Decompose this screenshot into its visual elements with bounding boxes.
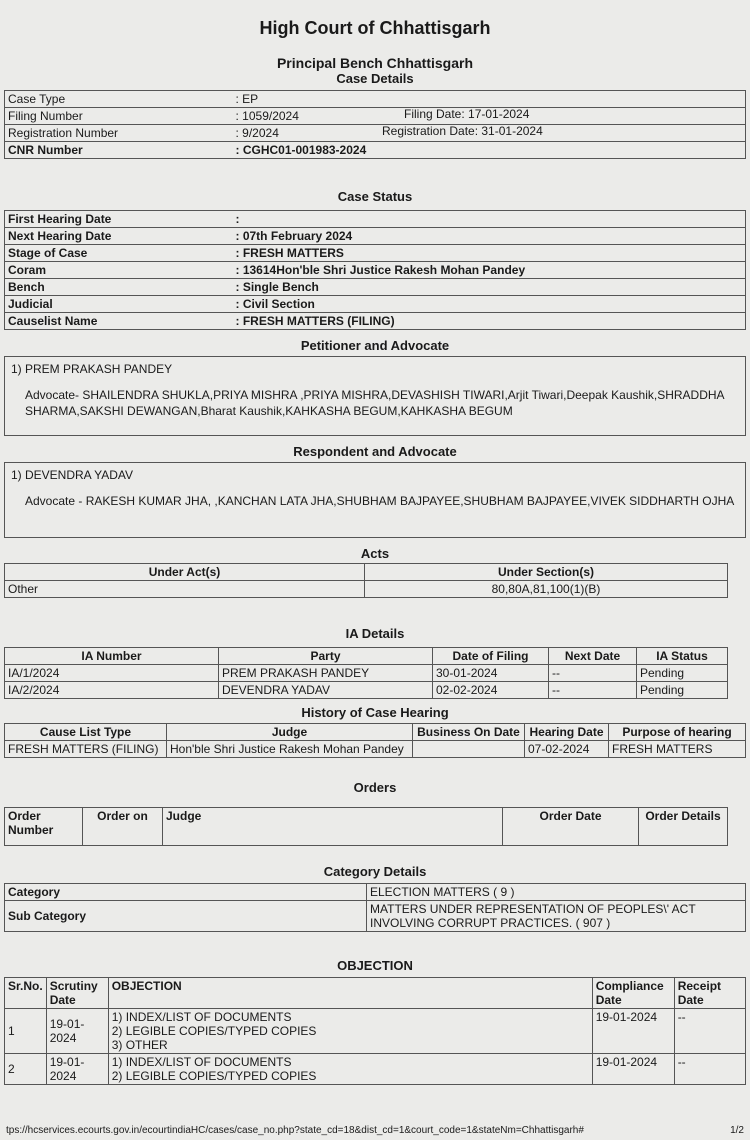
ia-header-cell: IA Status: [637, 648, 728, 665]
objection-item: 1) INDEX/LIST OF DOCUMENTS: [111, 1055, 292, 1069]
history-header-cell: Business On Date: [413, 724, 525, 741]
ia-title: IA Details: [345, 626, 405, 641]
category-label: Category: [5, 884, 367, 901]
orders-header-details: Order Details: [639, 808, 728, 846]
objection-item: 3) OTHER: [111, 1038, 168, 1052]
ia-row: [5, 665, 728, 682]
acts-title: Acts: [360, 546, 390, 561]
petitioner-box: [4, 356, 746, 436]
objection-scrutiny-date: 19-01-2024: [46, 1009, 108, 1054]
objection-header-cell: OBJECTION: [108, 978, 592, 1009]
filing-date: Filing Date: 17-01-2024: [404, 107, 530, 121]
objection-compliance-date: 19-01-2024: [592, 1054, 674, 1085]
filing-number-label: Filing Number: [5, 108, 233, 125]
petitioner-name: 1) PREM PRAKASH PANDEY: [11, 362, 173, 376]
objection-sr: 2: [5, 1054, 47, 1085]
case-status-label: Bench: [5, 279, 233, 296]
objection-sr: 1: [5, 1009, 47, 1054]
acts-cell-section: 80,80A,81,100(1)(B): [365, 581, 728, 598]
case-status-value: : Single Bench: [233, 279, 746, 296]
case-details-block: [4, 90, 746, 159]
history-header-row: [5, 724, 746, 741]
case-status-row: [5, 279, 746, 296]
registration-number-value: : 9/2024: [233, 125, 746, 142]
orders-header-number: Order Number: [5, 808, 83, 846]
objection-row: [5, 1009, 746, 1054]
objection-scrutiny-date: 19-01-2024: [46, 1054, 108, 1085]
respondent-advocates: Advocate - RAKESH KUMAR JHA, ,KANCHAN LATA JHA,SHUBHAM BAJPAYEE,SHUBHAM BAJPAYEE,VIVEK SIDDHARTH OJHA: [25, 494, 735, 508]
objection-item: 2) LEGIBLE COPIES/TYPED COPIES: [111, 1069, 317, 1083]
category-value: ELECTION MATTERS ( 9 ): [367, 884, 746, 901]
respondent-box: [4, 462, 746, 538]
history-cell: FRESH MATTERS: [609, 741, 746, 758]
case-status-label: First Hearing Date: [5, 211, 233, 228]
sub-category-value: MATTERS UNDER REPRESENTATION OF PEOPLES\' ACT INVOLVING CORRUPT PRACTICES. ( 907 ): [367, 901, 746, 932]
case-status-row: [5, 245, 746, 262]
acts-cell-act: Other: [5, 581, 365, 598]
ia-cell: --: [549, 682, 637, 699]
ia-cell: 02-02-2024: [433, 682, 549, 699]
case-status-title: Case Status: [337, 189, 413, 204]
objection-header-cell: Compliance Date: [592, 978, 674, 1009]
history-row: [5, 741, 746, 758]
ia-cell: IA/2/2024: [5, 682, 219, 699]
case-status-row: [5, 228, 746, 245]
orders-header-on: Order on: [83, 808, 163, 846]
case-status-row: [5, 262, 746, 279]
orders-title: Orders: [353, 780, 397, 795]
acts-table: [4, 563, 728, 598]
ia-table: [4, 647, 728, 699]
registration-number-label: Registration Number: [5, 125, 233, 142]
petitioner-title: Petitioner and Advocate: [300, 338, 450, 353]
orders-table: [4, 807, 728, 846]
ia-cell: DEVENDRA YADAV: [219, 682, 433, 699]
ia-cell: PREM PRAKASH PANDEY: [219, 665, 433, 682]
objection-item: 1) INDEX/LIST OF DOCUMENTS: [111, 1010, 292, 1024]
category-table: [4, 883, 746, 932]
case-status-label: Judicial: [5, 296, 233, 313]
objection-receipt-date: --: [674, 1054, 745, 1085]
category-title: Category Details: [323, 864, 427, 879]
objection-row: [5, 1054, 746, 1085]
registration-date: Registration Date: 31-01-2024: [382, 124, 543, 138]
case-status-row: [5, 296, 746, 313]
bench-title: Principal Bench Chhattisgarh: [276, 55, 474, 71]
case-status-table: [4, 210, 746, 330]
objection-header-cell: Scrutiny Date: [46, 978, 108, 1009]
ia-cell: Pending: [637, 665, 728, 682]
orders-header-judge: Judge: [163, 808, 503, 846]
case-type-label: Case Type: [5, 91, 233, 108]
history-header-cell: Cause List Type: [5, 724, 167, 741]
page-footer: [0, 1125, 750, 1136]
case-details-title: Case Details: [336, 71, 414, 86]
ia-header-row: [5, 648, 728, 665]
orders-header-date: Order Date: [503, 808, 639, 846]
filing-number-value: : 1059/2024: [233, 108, 746, 125]
case-status-value: : FRESH MATTERS (FILING): [233, 313, 746, 330]
case-status-label: Causelist Name: [5, 313, 233, 330]
objection-compliance-date: 19-01-2024: [592, 1009, 674, 1054]
history-header-cell: Purpose of hearing: [609, 724, 746, 741]
ia-cell: Pending: [637, 682, 728, 699]
acts-header-section: Under Section(s): [365, 564, 728, 581]
history-title: History of Case Hearing: [301, 705, 449, 720]
history-cell: 07-02-2024: [525, 741, 609, 758]
cnr-value: : CGHC01-001983-2024: [233, 142, 746, 159]
ia-header-cell: Date of Filing: [433, 648, 549, 665]
objection-title: OBJECTION: [337, 958, 413, 973]
objection-items: [108, 1054, 592, 1085]
objection-items: [108, 1009, 592, 1054]
ia-row: [5, 682, 728, 699]
petitioner-advocates: Advocate- SHAILENDRA SHUKLA,PRIYA MISHRA ,PRIYA MISHRA,DEVASHISH TIWARI,Arjit Tiwari,Deepak Kaushik,SHRADDHA SHARMA,SAKSHI DEWANGAN,Bharat Kaushik,KAHKASHA BEGUM,KAHKASHA BEGUM: [25, 388, 724, 418]
footer-url: tps://hcservices.ecourts.gov.in/ecourtindiaHC/cases/case_no.php?state_cd=18&dist_cd=1&court_code=1&stateNm=Chhattisgarh#: [6, 1125, 584, 1136]
respondent-title: Respondent and Advocate: [293, 444, 457, 459]
ia-cell: --: [549, 665, 637, 682]
history-cell: [413, 741, 525, 758]
objection-item: 2) LEGIBLE COPIES/TYPED COPIES: [111, 1024, 317, 1038]
case-status-row: [5, 211, 746, 228]
history-header-cell: Judge: [167, 724, 413, 741]
history-cell: FRESH MATTERS (FILING): [5, 741, 167, 758]
case-status-value: :: [233, 211, 746, 228]
case-status-label: Coram: [5, 262, 233, 279]
case-status-value: : 07th February 2024: [233, 228, 746, 245]
footer-page-number: 1/2: [730, 1125, 744, 1136]
objection-table: [4, 977, 746, 1085]
ia-header-cell: IA Number: [5, 648, 219, 665]
respondent-name: 1) DEVENDRA YADAV: [11, 468, 134, 482]
case-status-label: Stage of Case: [5, 245, 233, 262]
case-status-value: : 13614Hon'ble Shri Justice Rakesh Mohan Pandey: [233, 262, 746, 279]
ia-cell: 30-01-2024: [433, 665, 549, 682]
case-type-value: : EP: [233, 91, 746, 108]
case-status-value: : Civil Section: [233, 296, 746, 313]
history-header-cell: Hearing Date: [525, 724, 609, 741]
case-status-value: : FRESH MATTERS: [233, 245, 746, 262]
ia-header-cell: Next Date: [549, 648, 637, 665]
acts-header-act: Under Act(s): [5, 564, 365, 581]
sub-category-label: Sub Category: [5, 901, 367, 932]
ia-header-cell: Party: [219, 648, 433, 665]
case-status-row: [5, 313, 746, 330]
objection-header-cell: Receipt Date: [674, 978, 745, 1009]
court-title: High Court of Chhattisgarh: [259, 18, 491, 38]
case-details-table: [4, 90, 746, 159]
objection-header-row: [5, 978, 746, 1009]
objection-header-cell: Sr.No.: [5, 978, 47, 1009]
objection-receipt-date: --: [674, 1009, 745, 1054]
ia-cell: IA/1/2024: [5, 665, 219, 682]
history-cell: Hon'ble Shri Justice Rakesh Mohan Pandey: [167, 741, 413, 758]
history-table: [4, 723, 746, 758]
cnr-label: CNR Number: [5, 142, 233, 159]
case-status-label: Next Hearing Date: [5, 228, 233, 245]
